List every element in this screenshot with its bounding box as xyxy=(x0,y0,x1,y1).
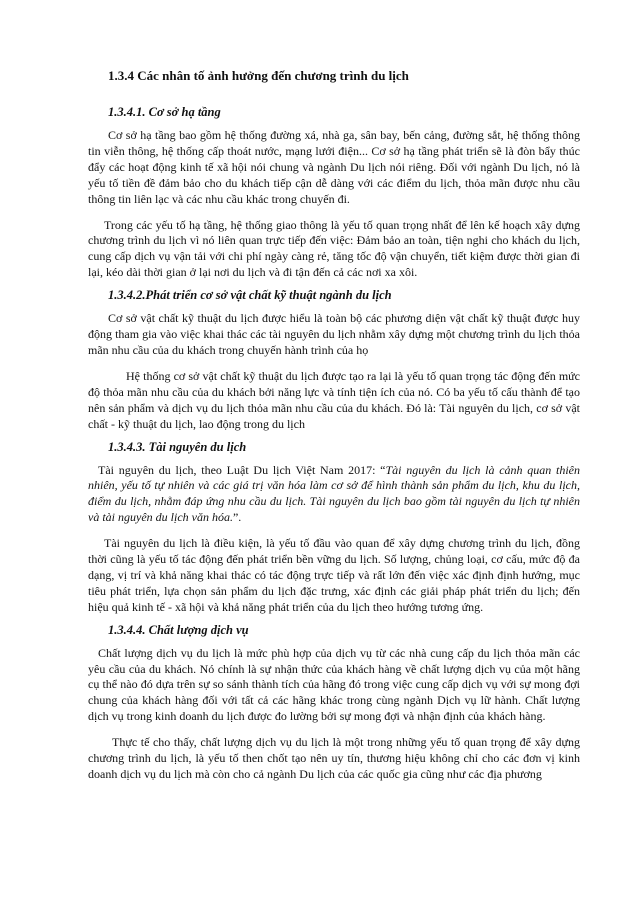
paragraph: Tài nguyên du lịch là điều kiện, là yếu tố đầu vào quan để xây dựng chương trình du lịch, đồng thời cũng là yếu tố tác động đến phát triển bền vững du lịch. Số lượng, chủng loại, cơ cấu, mức độ đa dạng, vị trí và khả năng khai thác có tác động trực tiếp và rất lớn đến việc xác định định hướng, mục tiêu phát triển, lựa chọn sản phẩm du lịch đặc trưng, xác định các giải pháp phát triển du lịch; đến hiệu quả kinh tế - xã hội và khả năng phát triển của du lịch theo hướng tương ứng. xyxy=(88,536,580,614)
subsection-title-resources: 1.3.4.3. Tài nguyên du lịch xyxy=(108,439,247,454)
paragraph: Hệ thống cơ sở vật chất kỹ thuật du lịch được tạo ra lại là yếu tố quan trọng tác động đến mức độ thỏa mãn nhu cầu của du khách bởi năng lực và tính tiện ích của nó. Có ba yếu tố cấu thành để tạo nên sản phẩm và dịch vụ du lịch thỏa mãn nhu cầu của du khách. Đó là: Tài nguyên du lịch, cơ sở vật chất - kỹ thuật du lịch, lao động trong du lịch xyxy=(88,368,580,431)
section-heading: 1.3.4 Các nhân tố ảnh hưởng đến chương trình du lịch xyxy=(108,68,409,83)
paragraph: Cơ sở hạ tầng bao gồm hệ thống đường xá, nhà ga, sân bay, bến cảng, đường sắt, hệ thống thông tin viễn thông, hệ thống cấp thoát nước, mạng lưới điện... Cơ sở hạ tầng phát triển sẽ là đòn bẩy thúc đẩy các hoạt động kinh tế xã hội nói chung và ngành Du lịch nói riêng. Đối với ngành Du lịch, nó là yếu tố tiền đề đảm bảo cho du khách tiếp cận dễ dàng với các điểm du lịch, thỏa mãn được nhu cầu thông tin liên lạc và các nhu cầu khác trong chuyến đi. xyxy=(88,128,580,206)
paragraph: Trong các yếu tố hạ tầng, hệ thống giao thông là yếu tố quan trọng nhất để lên kế hoạch xây dựng chương trình du lịch vì nó liên quan trực tiếp đến việc: Đảm bảo an toàn, tiện nghi cho khách du lịch, cung cấp dịch vụ vận tải với chi phí ngày càng rẻ, tăng tốc độ vận chuyển, tiết kiệm được thời gian đi lại, kéo dài thời gian ở lại nơi du lịch và đi tận đến cả các nơi xa xôi. xyxy=(88,217,580,280)
paragraph: Thực tế cho thấy, chất lượng dịch vụ du lịch là một trong những yếu tố quan trọng để xây dựng chương trình du lịch, là yếu tố then chốt tạo nên uy tín, thương hiệu không chỉ cho các đơn vị kinh doanh dịch vụ du lịch mà còn cho cả ngành Du lịch của các quốc gia cũng như các địa phương xyxy=(88,735,580,781)
quote-text: Tài nguyên du lịch là cảnh quan thiên nhiên, yếu tố tự nhiên và các giá trị văn hóa làm cơ sở để hình thành sản phẩm du lịch, khu du lịch, điểm du lịch, nhằm đáp ứng nhu cầu du lịch. Tài nguyên du lịch bao gồm tài nguyên du lịch tự nhiên và tài nguyên du lịch văn hóa. xyxy=(88,462,580,525)
paragraph: Chất lượng dịch vụ du lịch là mức phù hợp của dịch vụ từ các nhà cung cấp du lịch thỏa mãn các yêu cầu của du khách. Nó chính là sự nhận thức của khách hàng về chất lượng dịch vụ của một hãng cụ thể nào đó dựa trên sự so sánh thành tích của hãng đó trong việc cung cấp dịch vụ với sự mong đợi chung của khách hàng đối với tất cả các hãng khác trong cùng ngành Dịch vụ lữ hành. Chất lượng dịch vụ trong kinh doanh du lịch được đo lường bởi sự mong đợi và nhận định của khách hàng. xyxy=(88,645,580,724)
subsection-title-facilities: 1.3.4.2.Phát triển cơ sở vật chất kỹ thuật ngành du lịch xyxy=(108,288,392,303)
subsection-title-service-quality: 1.3.4.4. Chất lượng dịch vụ xyxy=(108,622,249,637)
document-content xyxy=(88,68,580,793)
subsection-title-infrastructure: 1.3.4.1. Cơ sở hạ tầng xyxy=(108,105,221,119)
quote-lead: Tài nguyên du lịch, theo Luật Du lịch Việt Nam 2017: “ xyxy=(98,462,386,477)
paragraph: Cơ sở vật chất kỹ thuật du lịch được hiểu là toàn bộ các phương diện vật chất kỹ thuật được huy động tham gia vào việc khai thác các tài nguyên du lịch nhằm xây dựng một chương trình du lịch thỏa mãn nhu cầu của du khách trong chuyến hành trình của họ xyxy=(88,311,580,357)
quote-tail: ”. xyxy=(232,510,242,525)
paragraph-law-quote xyxy=(88,463,580,527)
